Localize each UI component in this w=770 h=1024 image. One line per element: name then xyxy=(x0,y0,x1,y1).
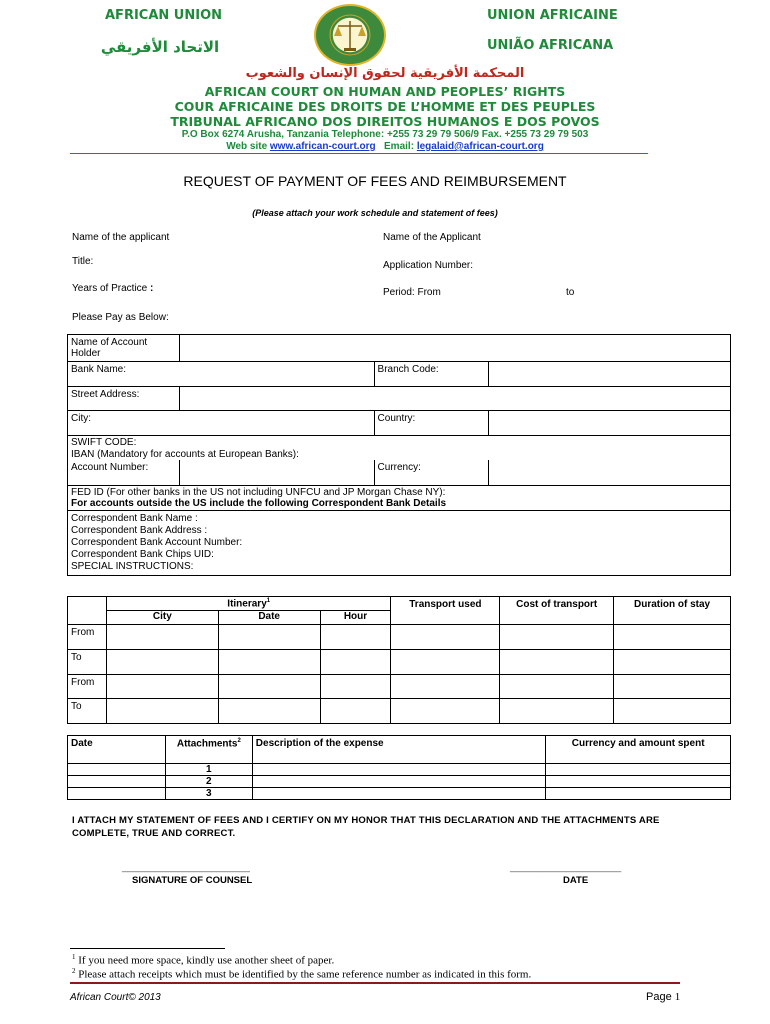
period-from-label: Period: From xyxy=(383,287,441,298)
itinerary-row-label: From xyxy=(68,675,107,699)
expense-amount-cell[interactable] xyxy=(546,764,731,776)
header-african-union: AFRICAN UNION xyxy=(105,8,222,23)
expense-row xyxy=(68,764,731,776)
applicant-name-label-right: Name of the Applicant xyxy=(383,232,481,243)
expenses-table xyxy=(67,735,731,800)
correspondent-bank-block[interactable] xyxy=(68,510,731,575)
signature-label: SIGNATURE OF COUNSEL xyxy=(132,875,253,886)
itinerary-city-header: City xyxy=(106,611,218,625)
expense-attachments-header: Attachments$^2$ xyxy=(165,736,252,764)
bank-details-table xyxy=(67,334,731,576)
court-name-portuguese: TRIBUNAL AFRICANO DOS DIREITOS HUMANOS E DOS POVOS xyxy=(170,114,600,129)
itinerary-city-cell[interactable] xyxy=(106,625,218,650)
attachment-number: 2 xyxy=(165,776,252,788)
corr-bank-account-label: Correspondent Bank Account Number: xyxy=(71,536,243,548)
account-holder-input[interactable] xyxy=(179,335,730,362)
corr-bank-chips-label: Correspondent Bank Chips UID: xyxy=(71,548,214,560)
date-label: DATE xyxy=(563,875,589,886)
swift-label: SWIFT CODE: xyxy=(71,437,137,448)
expense-amount-header: Currency and amount spent xyxy=(546,736,731,764)
header-african-union-arabic: الاتحاد الأفريقي xyxy=(100,38,220,56)
cost-transport-header: Cost of transport xyxy=(500,597,614,625)
itinerary-row xyxy=(68,625,731,650)
expense-date-cell[interactable] xyxy=(68,764,166,776)
country-input[interactable] xyxy=(489,411,731,436)
itinerary-duration-cell[interactable] xyxy=(614,625,731,650)
email-link[interactable]: legalaid@african-court.org xyxy=(416,141,544,152)
itinerary-duration-cell[interactable] xyxy=(614,699,731,724)
expense-description-cell[interactable] xyxy=(252,788,545,800)
itinerary-cost-cell[interactable] xyxy=(500,675,614,699)
account-holder-label: Name of Account Holder xyxy=(68,335,180,362)
expense-description-header: Description of the expense xyxy=(252,736,545,764)
form-subtitle: (Please attach your work schedule and statement of fees) xyxy=(252,208,498,218)
form-title: REQUEST OF PAYMENT OF FEES AND REIMBURSEMENT xyxy=(183,173,567,189)
corr-bank-address-label: Correspondent Bank Address : xyxy=(71,524,208,536)
bank-name-field[interactable]: Bank Name: xyxy=(68,362,375,387)
court-address: P.O Box 6274 Arusha, Tanzania Telephone: +255 73 29 79 506/9 Fax. +255 73 29 79 503 xyxy=(181,129,589,140)
iban-label: IBAN (Mandatory for accounts at European Banks): xyxy=(71,449,299,460)
title-label: Title: xyxy=(72,256,94,267)
expense-amount-cell[interactable] xyxy=(546,788,731,800)
signature-line[interactable]: _______________________ xyxy=(122,862,250,873)
duration-stay-header: Duration of stay xyxy=(614,597,731,625)
itinerary-date-cell[interactable] xyxy=(218,625,320,650)
court-name-english: AFRICAN COURT ON HUMAN AND PEOPLES’ RIGHTS xyxy=(204,84,566,99)
expense-amount-cell[interactable] xyxy=(546,776,731,788)
itinerary-city-cell[interactable] xyxy=(106,675,218,699)
footer-copyright: African Court© 2013 xyxy=(70,992,161,1003)
itinerary-table xyxy=(67,596,731,724)
itinerary-header: Itinerary$^1$ xyxy=(106,597,390,611)
account-number-input[interactable] xyxy=(179,460,374,485)
city-field[interactable]: City: xyxy=(68,411,375,436)
itinerary-duration-cell[interactable] xyxy=(614,650,731,675)
period-to-label: to xyxy=(566,287,575,298)
itinerary-date-cell[interactable] xyxy=(218,650,320,675)
transport-used-header: Transport used xyxy=(391,597,500,625)
itinerary-row-label: From xyxy=(68,625,107,650)
years-practice-label: Years of Practice : xyxy=(72,283,154,294)
expense-description-cell[interactable] xyxy=(252,764,545,776)
expense-date-cell[interactable] xyxy=(68,788,166,800)
itinerary-transport-cell[interactable] xyxy=(391,625,500,650)
currency-input[interactable] xyxy=(489,460,731,485)
street-address-label: Street Address: xyxy=(68,387,180,411)
expense-row xyxy=(68,788,731,800)
attachment-number: 3 xyxy=(165,788,252,800)
itinerary-hour-header: Hour xyxy=(320,611,391,625)
special-instructions-label: SPECIAL INSTRUCTIONS: xyxy=(71,560,194,572)
website-link[interactable]: www.african-court.org xyxy=(269,141,376,152)
date-line[interactable]: ____________________ xyxy=(510,862,622,873)
footnote-2: $^2$ Please attach receipts which must be identified by the same reference number as indicated in this form. xyxy=(72,967,532,981)
itinerary-hour-cell[interactable] xyxy=(320,650,391,675)
footer-page: Page 1 xyxy=(646,991,681,1003)
itinerary-duration-cell[interactable] xyxy=(614,675,731,699)
swift-iban-row xyxy=(68,436,731,461)
country-label: Country: xyxy=(374,411,489,436)
currency-label: Currency: xyxy=(374,460,489,485)
court-emblem-logo xyxy=(314,4,386,66)
account-number-label: Account Number: xyxy=(68,460,180,485)
itinerary-city-cell[interactable] xyxy=(106,699,218,724)
court-name-arabic: المحكمة الأفريقية لحقوق الإنسان والشعوب xyxy=(245,66,525,81)
itinerary-row-label: To xyxy=(68,699,107,724)
expense-date-cell[interactable] xyxy=(68,776,166,788)
itinerary-transport-cell[interactable] xyxy=(391,699,500,724)
itinerary-row-label: To xyxy=(68,650,107,675)
itinerary-row xyxy=(68,650,731,675)
outside-us-note: For accounts outside the US include the following Correspondent Bank Details xyxy=(71,497,447,509)
header-union-africaine: UNION AFRICAINE xyxy=(487,8,618,23)
itinerary-date-header: Date xyxy=(218,611,320,625)
footnote-1: $^1$ If you need more space, kindly use another sheet of paper. xyxy=(72,953,335,967)
branch-code-label: Branch Code: xyxy=(374,362,489,387)
application-number-label: Application Number: xyxy=(383,260,474,271)
fed-id-label: FED ID (For other banks in the US not including UNFCU and JP Morgan Chase NY): xyxy=(71,486,446,498)
email-label: Email: xyxy=(384,141,415,152)
footnote-divider xyxy=(70,948,225,949)
itinerary-transport-cell[interactable] xyxy=(391,650,500,675)
itinerary-transport-cell[interactable] xyxy=(391,675,500,699)
itinerary-hour-cell[interactable] xyxy=(320,699,391,724)
street-address-input[interactable] xyxy=(179,387,730,411)
declaration-text: I ATTACH MY STATEMENT OF FEES AND I CERTIFY ON MY HONOR THAT THIS DECLARATION AND THE ATTACHMENTS ARE COMPLETE, TRUE AND CORRECT. xyxy=(72,815,660,839)
attachment-number: 1 xyxy=(165,764,252,776)
itinerary-cost-cell[interactable] xyxy=(500,625,614,650)
itinerary-city-cell[interactable] xyxy=(106,650,218,675)
expense-row xyxy=(68,776,731,788)
court-contacts xyxy=(0,141,770,152)
header-uniao-africana: UNIÃO AFRICANA xyxy=(487,38,614,53)
branch-code-input[interactable] xyxy=(489,362,731,387)
itinerary-row xyxy=(68,699,731,724)
website-label: Web site xyxy=(226,141,268,152)
expense-date-header: Date xyxy=(68,736,166,764)
itinerary-cost-cell[interactable] xyxy=(500,650,614,675)
itinerary-hour-cell[interactable] xyxy=(320,675,391,699)
itinerary-date-cell[interactable] xyxy=(218,675,320,699)
itinerary-hour-cell[interactable] xyxy=(320,625,391,650)
itinerary-cost-cell[interactable] xyxy=(500,699,614,724)
please-pay-label: Please Pay as Below: xyxy=(72,312,169,323)
expense-description-cell[interactable] xyxy=(252,776,545,788)
header-divider xyxy=(70,153,648,154)
fed-id-row[interactable] xyxy=(68,485,731,510)
itinerary-row xyxy=(68,675,731,699)
itinerary-date-cell[interactable] xyxy=(218,699,320,724)
corr-bank-name-label: Correspondent Bank Name : xyxy=(71,512,198,524)
footer-rule xyxy=(70,982,680,984)
applicant-name-label: Name of the applicant xyxy=(72,232,170,243)
court-name-french: COUR AFRICAINE DES DROITS DE L’HOMME ET DES PEUPLES xyxy=(174,99,596,114)
